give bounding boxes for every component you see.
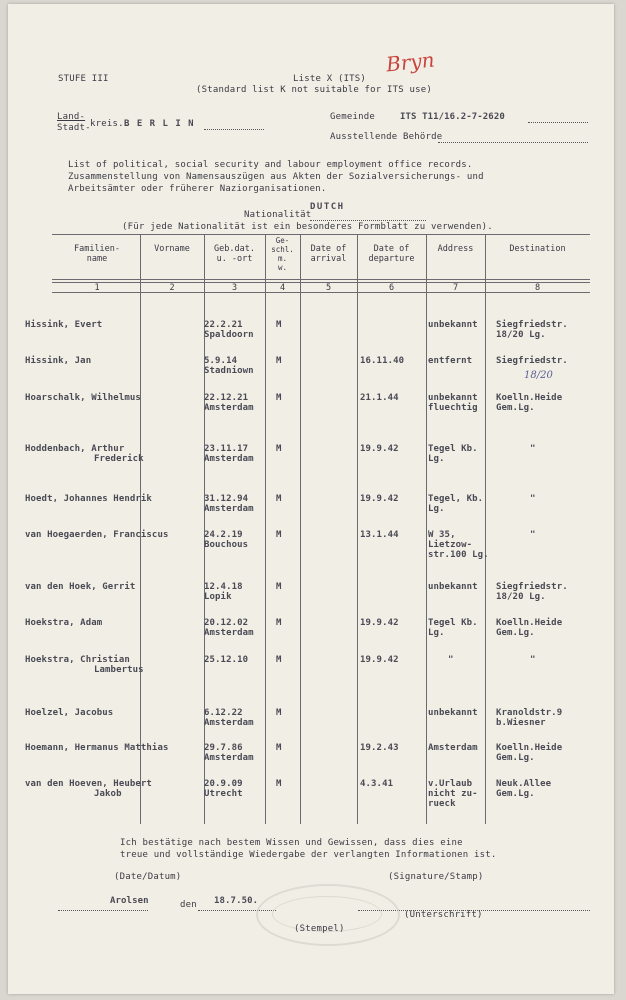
- row-sex: M: [276, 320, 282, 330]
- row-address: v.Urlaub: [428, 779, 473, 789]
- intro-line-3: Arbeitsämter oder früherer Naziorganisationen.: [68, 184, 327, 194]
- row-destination-line-2: 18/20 Lg.: [496, 330, 546, 340]
- row-sex: M: [276, 444, 282, 454]
- row-name: van den Hoek, Gerrit: [25, 582, 136, 592]
- row-name: van den Hoeven, Heubert: [25, 779, 152, 789]
- row-address-line-2: Lietzow-: [428, 540, 473, 550]
- row-address: Amsterdam: [428, 743, 478, 753]
- row-address: Tegel, Kb.: [428, 494, 484, 504]
- nationality-label: Nationalität: [244, 210, 312, 220]
- certification-line-1: Ich bestätige nach bestem Wissen und Gewissen, dass dies eine: [120, 838, 463, 848]
- col-divider-3: [265, 234, 266, 824]
- row-birth-date: 22.12.21: [204, 393, 249, 403]
- row-birth-date: 22.2.21: [204, 320, 243, 330]
- liste-title: Liste X (ITS): [293, 74, 367, 84]
- row-destination: ": [530, 494, 536, 504]
- row-address-line-2: Lg.: [428, 454, 445, 464]
- row-name-continued: Lambertus: [94, 665, 144, 675]
- row-departure-date: 16.11.40: [360, 356, 405, 366]
- table-top-line: [52, 234, 590, 235]
- col-header-5: Date of arrival: [310, 244, 347, 264]
- row-address: W 35,: [428, 530, 456, 540]
- row-sex: M: [276, 743, 282, 753]
- kreis-dotted-line: [204, 129, 264, 130]
- col-divider-1: [140, 234, 141, 824]
- row-birth-place: Stadniown: [204, 366, 254, 376]
- row-birth-date: 6.12.22: [204, 708, 243, 718]
- gemeinde-label: Gemeinde: [330, 112, 375, 122]
- gemeinde-value: ITS T11/16.2-7-2620: [400, 112, 505, 122]
- row-destination: ": [530, 655, 536, 665]
- row-birth-place: Amsterdam: [204, 628, 254, 638]
- stadt-label: Stadt-: [57, 123, 91, 133]
- row-name: Hoddenbach, Arthur: [25, 444, 125, 454]
- col-number-2: 2: [169, 283, 175, 293]
- document-page: [8, 4, 614, 994]
- row-birth-date: 29.7.86: [204, 743, 243, 753]
- row-departure-date: 19.9.42: [360, 618, 399, 628]
- row-destination-line-2: Gem.Lg.: [496, 789, 535, 799]
- row-name-continued: Jakob: [94, 789, 122, 799]
- row-address: unbekannt: [428, 708, 478, 718]
- col-number-3: 3: [231, 283, 238, 293]
- col-number-6: 6: [388, 283, 395, 293]
- col-number-1: 1: [94, 283, 100, 293]
- row-name: van Hoegaerden, Franciscus: [25, 530, 169, 540]
- row-departure-date: 19.9.42: [360, 494, 399, 504]
- row-name: Hoedt, Johannes Hendrik: [25, 494, 152, 504]
- stempel-label: (Stempel): [294, 924, 345, 934]
- liste-subtitle: (Standard list K not suitable for ITS use): [196, 85, 432, 95]
- row-sex: M: [276, 494, 282, 504]
- row-birth-place: Amsterdam: [204, 454, 254, 464]
- faded-stamp: [256, 884, 400, 946]
- row-destination: Siegfriedstr.: [496, 320, 568, 330]
- row-birth-place: Amsterdam: [204, 753, 254, 763]
- row-birth-date: 20.12.02: [204, 618, 249, 628]
- col-number-8: 8: [534, 283, 541, 293]
- row-address: unbekannt: [428, 582, 478, 592]
- unterschrift-label: (Unterschrift): [404, 910, 483, 920]
- handwritten-annotation-red: Bryn: [384, 47, 436, 77]
- row-sex: M: [276, 618, 282, 628]
- row-birth-date: 20.9.09: [204, 779, 243, 789]
- row-destination: Koelln.Heide: [496, 743, 563, 753]
- row-destination-line-2: Gem.Lg.: [496, 403, 535, 413]
- row-name: Hissink, Jan: [25, 356, 92, 366]
- col-number-4: 4: [279, 283, 286, 293]
- signature-label: (Signature/Stamp): [388, 872, 484, 882]
- nationality-note: (Für jede Nationalität ist ein besonderes Formblatt zu verwenden).: [122, 222, 493, 232]
- row-address-line-2: Lg.: [428, 628, 445, 638]
- col-number-7: 7: [452, 283, 459, 293]
- col-header-7: Address: [437, 244, 474, 254]
- col-header-3: Geb.dat. u. -ort: [214, 244, 255, 264]
- row-destination: Neuk.Allee: [496, 779, 552, 789]
- row-destination: Siegfriedstr.: [496, 582, 568, 592]
- row-name: Hoelzel, Jacobus: [25, 708, 114, 718]
- date-value: 18.7.50.: [214, 896, 259, 906]
- col-divider-5: [357, 234, 358, 824]
- row-departure-date: 19.9.42: [360, 444, 399, 454]
- row-birth-place: Utrecht: [204, 789, 243, 799]
- behoerde-dotted-line: [438, 142, 588, 143]
- row-name: Hoekstra, Christian: [25, 655, 130, 665]
- row-departure-date: 13.1.44: [360, 530, 399, 540]
- row-address-line-3: rueck: [428, 799, 456, 809]
- row-destination: ": [530, 530, 536, 540]
- kreis-value: B E R L I N: [124, 119, 195, 129]
- row-departure-date: 21.1.44: [360, 393, 399, 403]
- kreis-label: kreis..: [90, 119, 130, 129]
- nationality-dotted-line: [310, 220, 426, 221]
- row-birth-place: Amsterdam: [204, 403, 254, 413]
- row-destination-line-2: Gem.Lg.: [496, 753, 535, 763]
- row-address-line-2: Lg.: [428, 504, 445, 514]
- row-address: Tegel Kb.: [428, 618, 478, 628]
- date-label: (Date/Datum): [114, 872, 182, 882]
- col-header-8: Destination: [509, 244, 566, 254]
- row-address: Tegel Kb.: [428, 444, 478, 454]
- land-label: Land-: [57, 112, 86, 122]
- stufe-label: STUFE III: [58, 74, 109, 84]
- row-birth-date: 12.4.18: [204, 582, 243, 592]
- row-name: Hoekstra, Adam: [25, 618, 103, 628]
- row-destination: Koelln.Heide: [496, 393, 563, 403]
- row-sex: M: [276, 708, 282, 718]
- row-address-line-3: str.100 Lg.: [428, 550, 489, 560]
- row-destination: ": [530, 444, 536, 454]
- row-name: Hissink, Evert: [25, 320, 103, 330]
- row-destination: Siegfriedstr.: [496, 356, 568, 366]
- intro-line-1: List of political, social security and labour employment office records.: [68, 160, 473, 170]
- row-birth-date: 23.11.17: [204, 444, 249, 454]
- den-label: den: [180, 900, 197, 910]
- row-birth-date: 25.12.10: [204, 655, 249, 665]
- row-sex: M: [276, 655, 282, 665]
- row-destination: Kranoldstr.9: [496, 708, 563, 718]
- row-address: unbekannt: [428, 320, 478, 330]
- row-birth-date: 5.9.14: [204, 356, 238, 366]
- gemeinde-dotted-line: [528, 122, 588, 123]
- row-birth-place: Spaldoorn: [204, 330, 254, 340]
- row-birth-place: Amsterdam: [204, 718, 254, 728]
- intro-line-2: Zusammenstellung von Namensauszügen aus Akten der Sozialversicherungs- und: [68, 172, 484, 182]
- row-birth-date: 24.2.19: [204, 530, 243, 540]
- row-sex: M: [276, 356, 282, 366]
- row-name-continued: Frederick: [94, 454, 144, 464]
- row-name: Hoarschalk, Wilhelmus: [25, 393, 141, 403]
- table-header-line: [52, 279, 590, 280]
- row-destination-line-2: Gem.Lg.: [496, 628, 535, 638]
- behoerde-label: Ausstellende Behörde: [330, 132, 443, 142]
- row-departure-date: 19.2.43: [360, 743, 399, 753]
- row-address-line-2: fluechtig: [428, 403, 478, 413]
- nationality-value: DUTCH: [310, 202, 345, 212]
- row-address-line-2: nicht zu-: [428, 789, 478, 799]
- handwritten-annotation-blue: 18/20: [524, 370, 553, 381]
- row-sex: M: [276, 582, 282, 592]
- col-header-4: Ge- schl. m. w.: [271, 236, 294, 272]
- row-destination-line-2: 18/20 Lg.: [496, 592, 546, 602]
- place-dotted-line: [58, 910, 148, 911]
- row-departure-date: 4.3.41: [360, 779, 394, 789]
- row-sex: M: [276, 530, 282, 540]
- col-header-2: Vorname: [154, 244, 190, 254]
- col-divider-4: [300, 234, 301, 824]
- row-sex: M: [276, 779, 282, 789]
- row-birth-date: 31.12.94: [204, 494, 249, 504]
- row-birth-place: Lopik: [204, 592, 232, 602]
- row-name: Hoemann, Hermanus Matthias: [25, 743, 169, 753]
- col-divider-6: [426, 234, 427, 824]
- row-address: unbekannt: [428, 393, 478, 403]
- place-value: Arolsen: [110, 896, 149, 906]
- row-departure-date: 19.9.42: [360, 655, 399, 665]
- row-destination: Koelln.Heide: [496, 618, 563, 628]
- col-header-1: Familien- name: [73, 244, 121, 264]
- certification-line-2: treue und vollständige Wiedergabe der verlangten Informationen ist.: [120, 850, 497, 860]
- col-divider-7: [485, 234, 486, 824]
- row-destination-line-2: b.Wiesner: [496, 718, 546, 728]
- row-sex: M: [276, 393, 282, 403]
- col-header-6: Date of departure: [368, 244, 415, 264]
- row-birth-place: Bouchous: [204, 540, 249, 550]
- col-number-5: 5: [325, 283, 332, 293]
- row-address: entfernt: [428, 356, 473, 366]
- row-address: ": [448, 655, 454, 665]
- row-birth-place: Amsterdam: [204, 504, 254, 514]
